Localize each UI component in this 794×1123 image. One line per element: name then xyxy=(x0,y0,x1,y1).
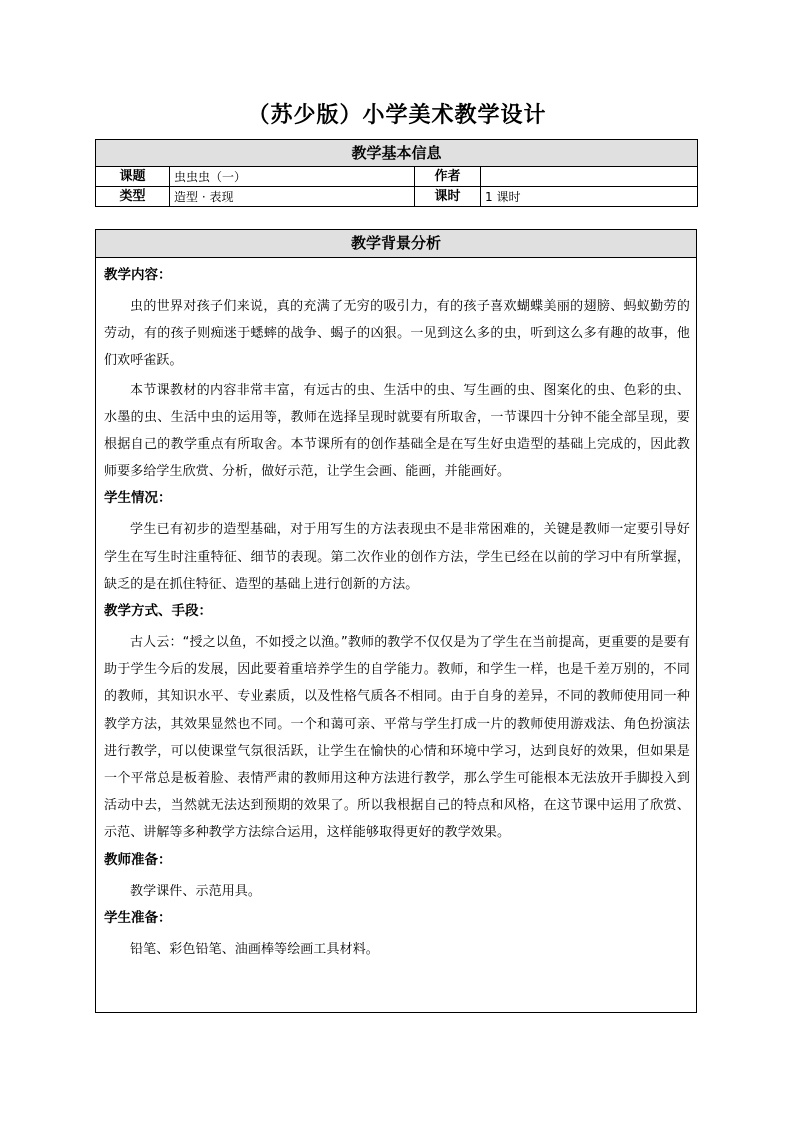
topic-label: 课题 xyxy=(96,167,170,187)
basic-info-header: 教学基本信息 xyxy=(96,140,698,167)
student-prep-paragraph: 铅笔、彩色铅笔、油画棒等绘画工具材料。 xyxy=(130,941,379,957)
section-title-content: 教学内容： xyxy=(104,267,172,283)
author-value xyxy=(481,167,698,187)
teacher-prep-paragraph: 教学课件、示范用具。 xyxy=(130,883,262,899)
students-paragraph: 学生已有初步的造型基础，对于用写生的方法表现虫不是非常困难的，关键是教师一定要引导好学生在写生时注重特征、细节的表现。第二次作业的创作方法，学生已经在以前的学习中有所掌握，缺乏的是在抓住特征、造型的基础上进行创新的方法。 xyxy=(104,522,690,592)
period-value: 1 课时 xyxy=(481,187,698,207)
topic-row xyxy=(96,167,698,187)
type-row xyxy=(96,187,698,207)
type-value: 造型 · 表现 xyxy=(170,187,415,207)
period-label: 课时 xyxy=(415,187,481,207)
section-title-methods: 教学方式、手段： xyxy=(104,603,212,620)
basic-info-table xyxy=(95,139,698,207)
type-label: 类型 xyxy=(96,187,170,207)
basic-info-header-row xyxy=(96,140,698,167)
methods-paragraph: 古人云：“授之以鱼，不如授之以渔。”教师的教学不仅仅是为了学生在当前提高，更重要的是要有助于学生今后的发展，因此要着重培养学生的自学能力。教师，和学生一样，也是千差万别的，不同的教师，其知识水平、专业素质，以及性格气质各不相同。由于自身的差异，不同的教师使用同一种教学方法，其效果显然也不同。一个和蔼可亲、平常与学生打成一片的教师使用游戏法、角色扮演法进行教学，可以使课堂气氛很活跃，让学生在愉快的心情和环境中学习，达到良好的效果，但如果是一个平常总是板着脸、表情严肃的教师用这种方法进行教学，那么学生可能根本无法放开手脚投入到活动中去，当然就无法达到预期的效果了。所以我根据自己的特点和风格，在这节课中运用了欣赏、示范、讲解等多种教学方法综合运用，这样能够取得更好的教学效果。 xyxy=(104,635,690,841)
section-title-student-prep: 学生准备： xyxy=(104,909,172,926)
content-paragraph-2: 本节课教材的内容非常丰富，有远古的虫、生活中的虫、写生画的虫、图案化的虫、色彩的虫、水墨的虫、生活中虫的运用等，教师在选择呈现时就要有所取舍，一节课四十分钟不能全部呈现，要根据自己的教学重点有所取舍。本节课所有的创作基础全是在写生好虫造型的基础上完成的，因此教师要多给学生欣赏、分析，做好示范，让学生会画、能画，并能画好。 xyxy=(104,382,690,480)
page-title: （苏少版）小学美术教学设计 xyxy=(247,103,547,128)
topic-value: 虫虫虫（一） xyxy=(170,167,415,187)
background-content xyxy=(96,258,696,963)
background-analysis-box xyxy=(95,229,697,1013)
content-paragraph-1: 虫的世界对孩子们来说，真的充满了无穷的吸引力，有的孩子喜欢蝴蝶美丽的翅膀、蚂蚁勤劳的劳动，有的孩子则痴迷于蟋蟀的战争、蝎子的凶狠。一见到这么多的虫，听到这么多有趣的故事，他们欢呼雀跃。 xyxy=(104,299,690,369)
section-title-students: 学生情况： xyxy=(104,490,172,507)
author-label: 作者 xyxy=(415,167,481,187)
section-title-teacher-prep: 教师准备： xyxy=(104,851,172,868)
background-header: 教学背景分析 xyxy=(96,230,696,258)
